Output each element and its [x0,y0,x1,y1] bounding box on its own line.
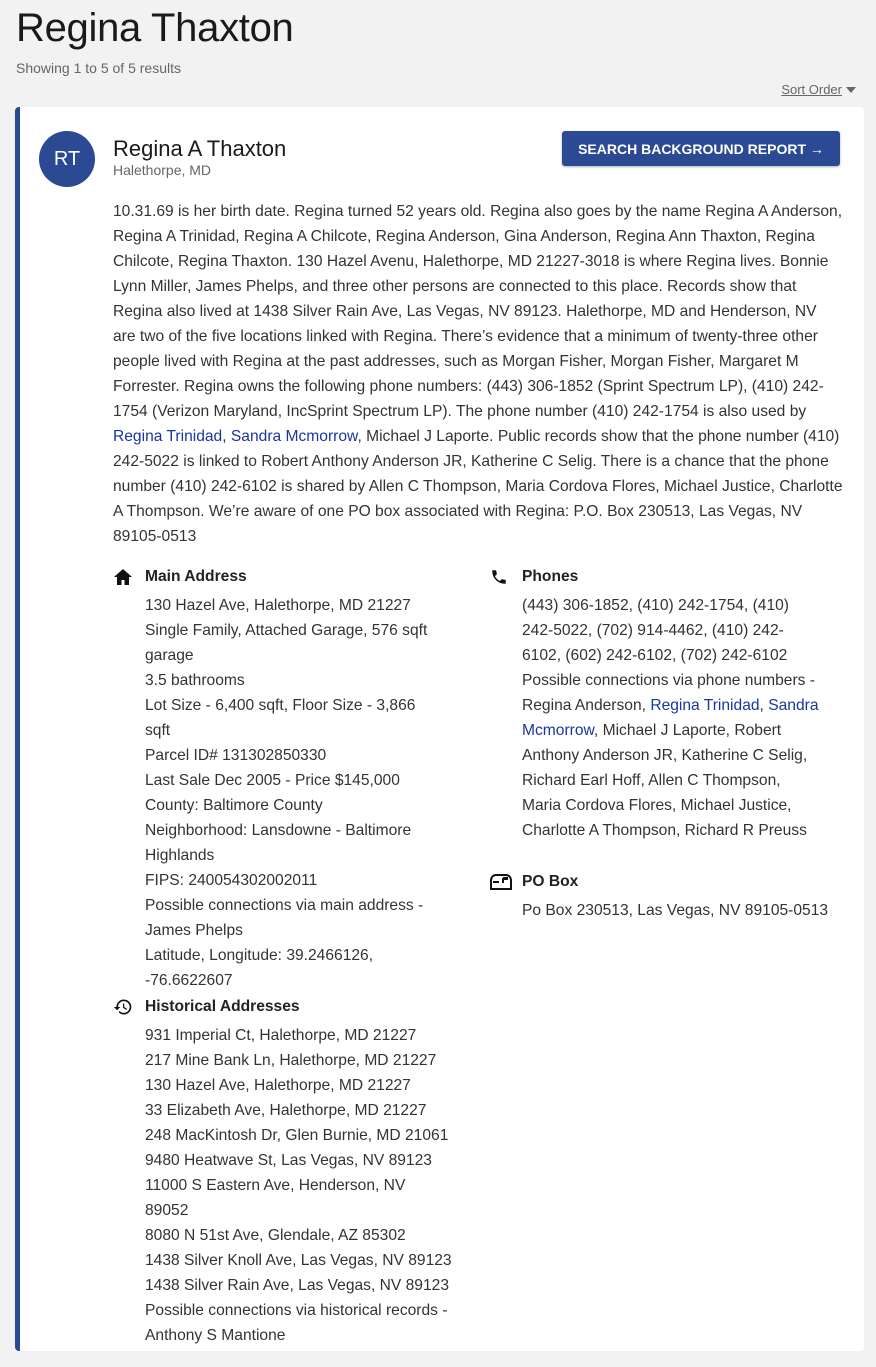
caret-down-icon [846,87,856,93]
main-address-line: Last Sale Dec 2005 - Price $145,000 [145,772,400,789]
historical-address-line: 217 Mine Bank Ln, Halethorpe, MD 21227 [145,1052,437,1069]
main-address-line: 3.5 bathrooms [145,672,245,689]
phone-connections-text-continued: , Michael J Laporte, Robert Anthony Anderson JR, Katherine C Selig, Richard Earl Hoff, Allen C Thompson, Maria Cordova Flores, Michael Justice, Charlotte A Thompson, Richard R Preuss [522,722,808,839]
person-location: Halethorpe, MD [113,162,212,178]
phones-section [490,566,820,843]
phone-connections-text: Possible connections via phone numbers - Regina Anderson, [522,672,815,714]
bio-link-sandra-mcmorrow[interactable]: Sandra Mcmorrow [230,428,358,445]
historical-address-line: Possible connections via historical records - Anthony S Mantione [145,1302,448,1344]
main-address-line: Lot Size - 6,400 sqft, Floor Size - 3,866 sqft [145,697,416,739]
bio-text-continued: , Michael J Laporte. Public records show that the phone number (410) 242-5022 is linked to Robert Anthony Anderson JR, Katherine C Selig. There is a chance that the phone number (410) 242-6102 is shared by Allen C Thompson, Maria Cordova Flores, Michael Justice, Charlotte A Thompson. We’re aware of one PO box associated with Regina: P.O. Box 230513, Las Vegas, NV 89105-0513 [113,428,843,545]
mailbox-icon [490,874,522,890]
results-count: Showing 1 to 5 of 5 results [16,60,181,76]
sort-order-dropdown[interactable] [781,82,856,97]
historical-address-line: 931 Imperial Ct, Halethorpe, MD 21227 [145,1027,417,1044]
main-address-line: 130 Hazel Ave, Halethorpe, MD 21227 [145,597,411,614]
person-card [15,107,864,1351]
phones-title: Phones [522,568,579,585]
phone-icon [490,568,522,586]
po-box-section [490,871,830,923]
historical-address-line: 248 MacKintosh Dr, Glen Burnie, MD 21061 [145,1127,449,1144]
historical-address-line: 9480 Heatwave St, Las Vegas, NV 89123 [145,1152,432,1169]
historical-address-line: 130 Hazel Ave, Halethorpe, MD 21227 [145,1077,411,1094]
historical-address-line: 8080 N 51st Ave, Glendale, AZ 85302 [145,1227,406,1244]
bio-link-regina-trinidad[interactable]: Regina Trinidad [113,428,223,445]
phone-link-sandra-mcmorrow[interactable]: Sandra Mcmorrow [522,697,819,739]
sort-order-label: Sort Order [781,82,842,97]
main-address-line: Parcel ID# 131302850330 [145,747,327,764]
historical-address-line: 1438 Silver Knoll Ave, Las Vegas, NV 89123 [145,1252,452,1269]
search-background-report-button[interactable]: SEARCH BACKGROUND REPORT → [562,131,840,166]
po-box-title: PO Box [522,873,579,890]
phone-connections [522,668,820,843]
po-box-value: Po Box 230513, Las Vegas, NV 89105-0513 [522,902,829,919]
main-address-line: Neighborhood: Lansdowne - Baltimore Highlands [145,822,412,864]
main-address-line: FIPS: 240054302002011 [145,872,318,889]
historical-addresses-title: Historical Addresses [145,998,300,1015]
main-address-line: Possible connections via main address - James Phelps [145,897,424,939]
bio-text: 10.31.69 is her birth date. Regina turned 52 years old. Regina also goes by the name Regina A Anderson, Regina A Trinidad, Regina A Chilcote, Regina Anderson, Gina Anderson, Regina Ann Thaxton, Regina Chilcote, Regina Thaxton. 130 Hazel Avenu, Halethorpe, MD 21227-3018 is where Regina lives. Bonnie Lynn Miller, James Phelps, and three other persons are connected to this place. Records show that Regina also lived at 1438 Silver Rain Ave, Las Vegas, NV 89123. Halethorpe, MD and Henderson, NV are two of the five locations linked with Regina. There’s evidence that a minimum of twenty-three other people lived with Regina at the past addresses, such as Morgan Fisher, Morgan Fisher, Margaret M Forrester. Regina owns the following phone numbers: (443) 306-1852 (Sprint Spectrum LP), (410) 242-1754 (Verizon Maryland, IncSprint Spectrum LP). The phone number (410) 242-1754 is also used by [113,203,843,420]
history-icon [113,997,145,1017]
phone-numbers: (443) 306-1852, (410) 242-1754, (410) 242-5022, (702) 914-4462, (410) 242-6102, (602) 242-6102, (702) 242-6102 [522,597,790,664]
avatar: RT [39,131,95,187]
main-address-line: Latitude, Longitude: 39.2466126, -76.6622607 [145,947,374,989]
main-address-section [113,566,443,993]
main-address-line: County: Baltimore County [145,797,323,814]
person-name: Regina A Thaxton [113,136,287,161]
home-icon [113,568,145,586]
historical-address-line: 11000 S Eastern Ave, Henderson, NV 89052 [145,1177,406,1219]
historical-addresses-section [113,996,453,1348]
bio-separator: , [222,428,231,445]
historical-address-line: 1438 Silver Rain Ave, Las Vegas, NV 89123 [145,1277,449,1294]
historical-address-line: 33 Elizabeth Ave, Halethorpe, MD 21227 [145,1102,427,1119]
main-address-line: Single Family, Attached Garage, 576 sqft garage [145,622,428,664]
main-address-title: Main Address [145,568,247,585]
phone-connections-separator: , [759,697,769,714]
page-title: Regina Thaxton [16,6,294,50]
person-bio [113,199,843,549]
phone-link-regina-trinidad[interactable]: Regina Trinidad [650,697,760,714]
